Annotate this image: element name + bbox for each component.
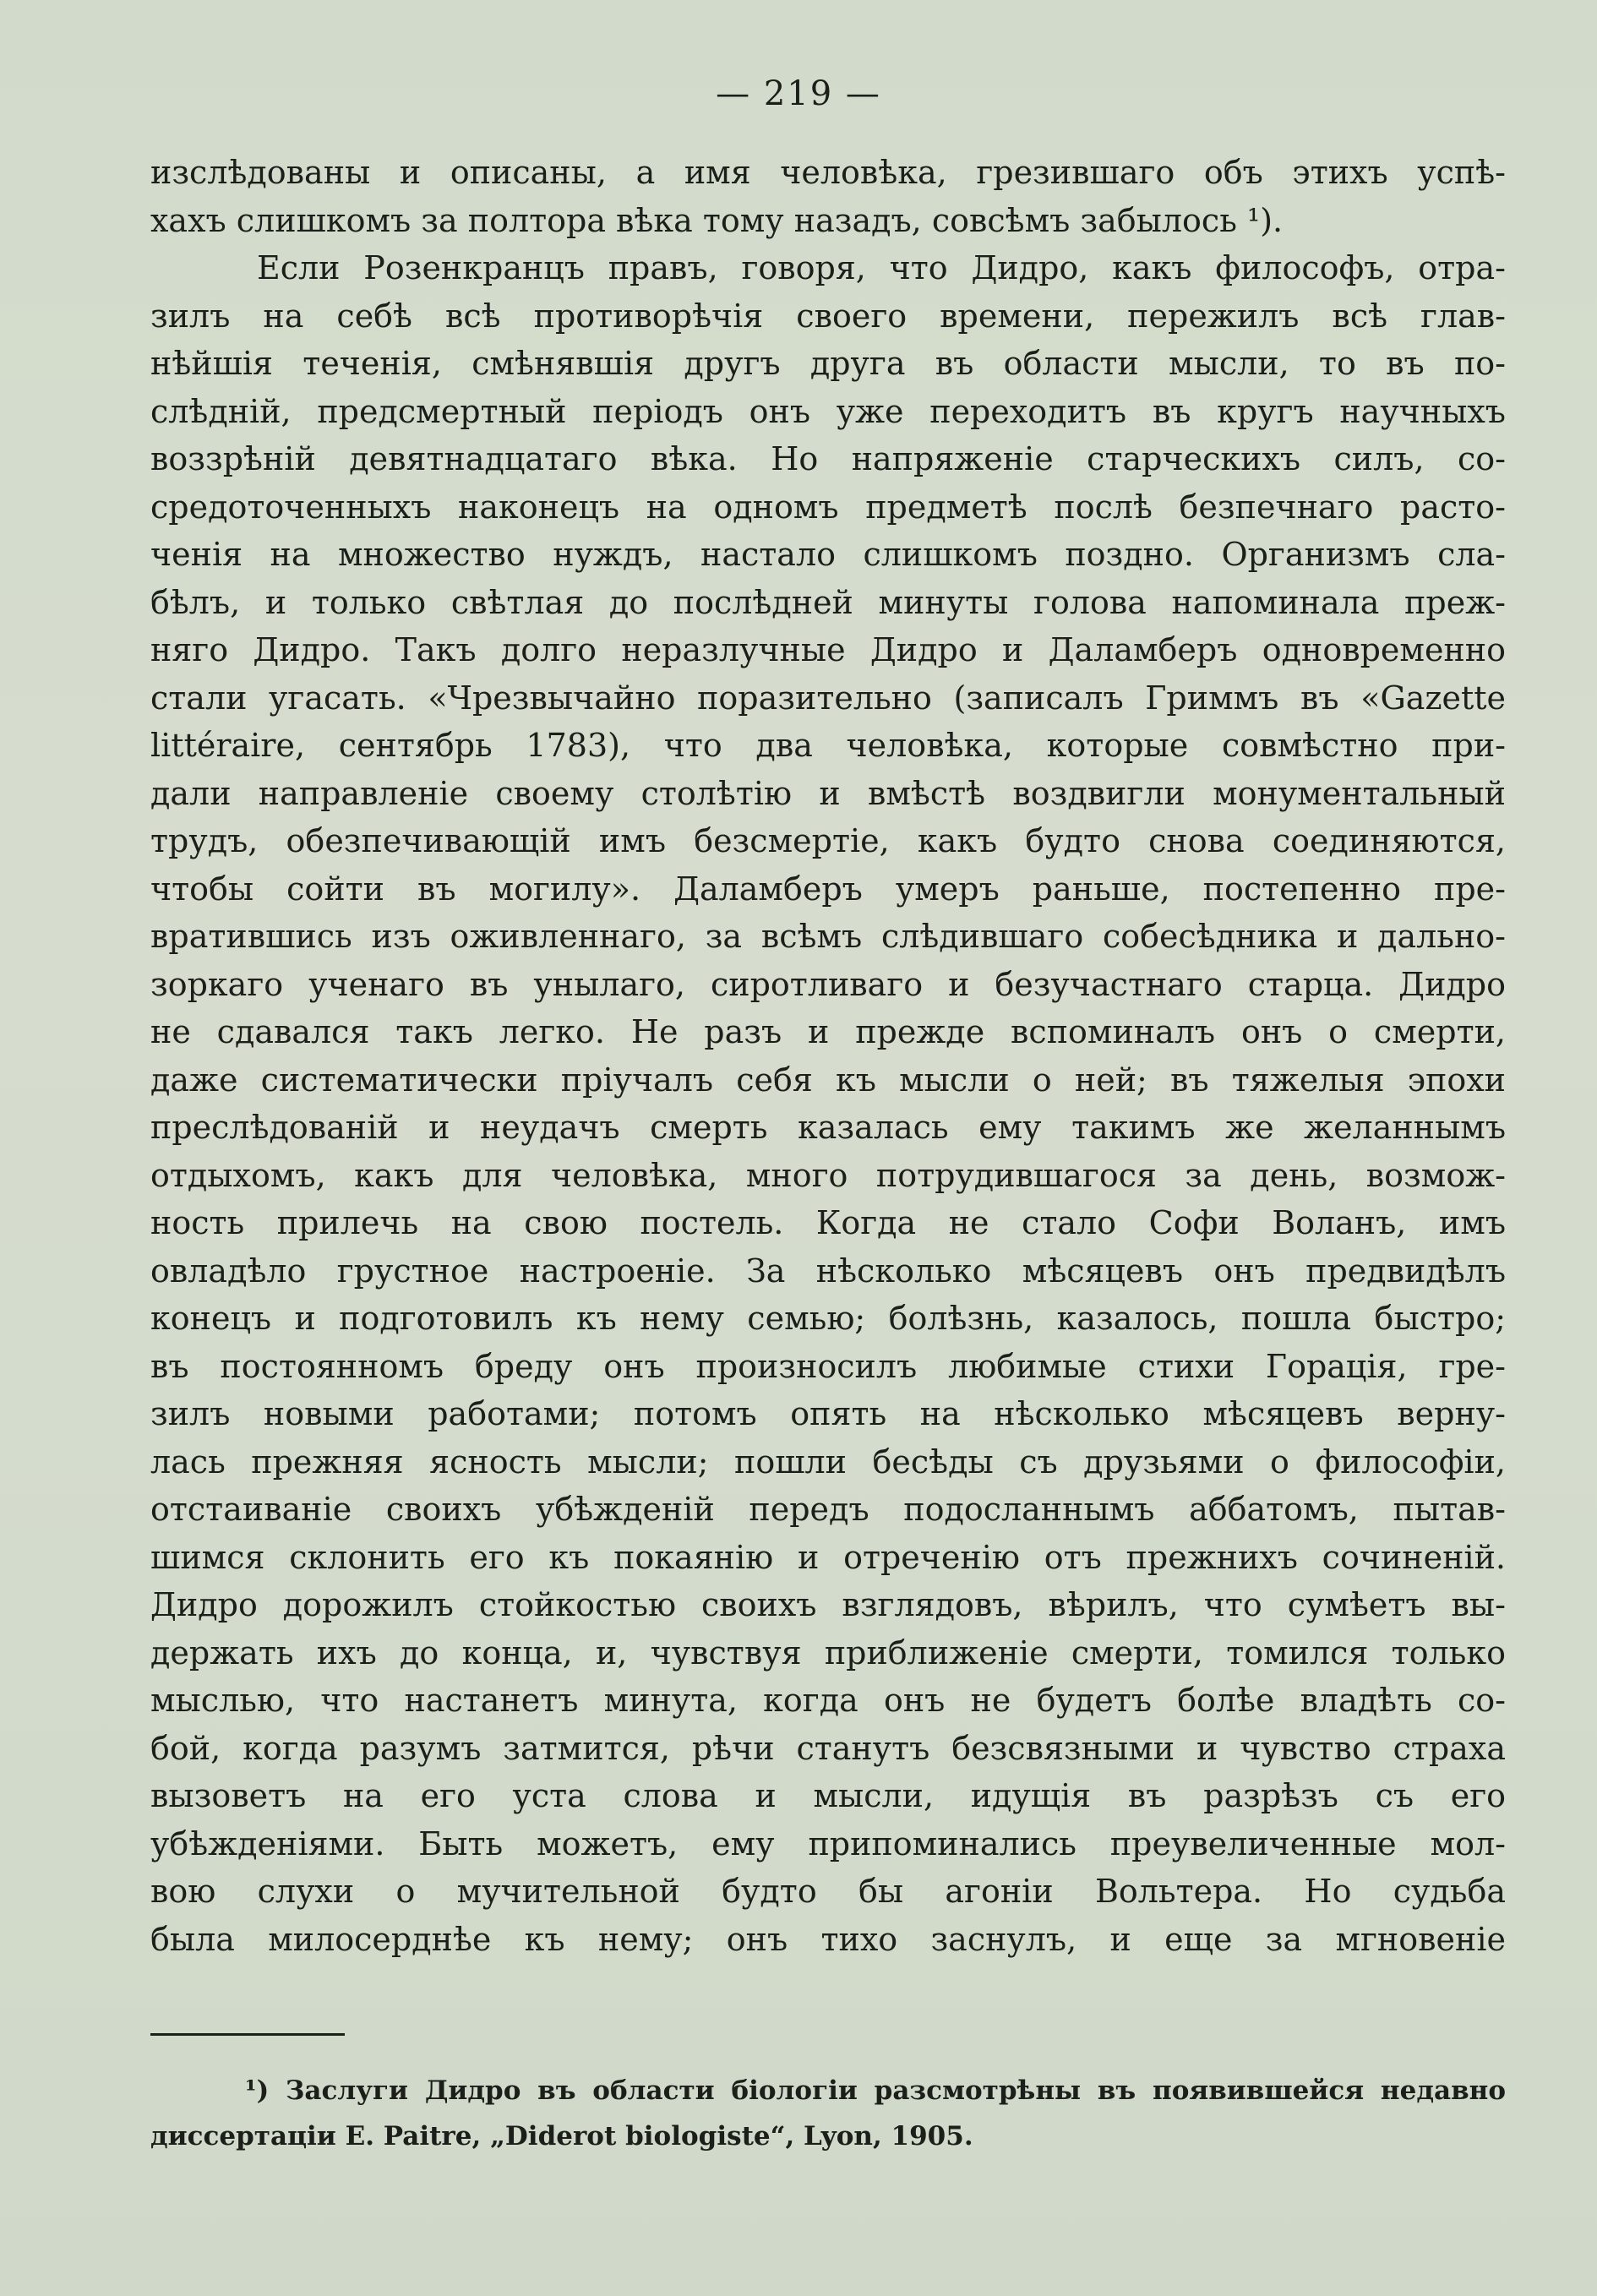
text-line: трудъ, обезпечивающій имъ безсмертіе, какъ будто снова соединяются, bbox=[150, 822, 1506, 859]
text-line: вызоветъ на его уста слова и мысли, идущія въ разрѣзъ съ его bbox=[150, 1777, 1506, 1814]
text-line: воззрѣній девятнадцатаго вѣка. Но напряженіе старческихъ силъ, со- bbox=[150, 440, 1506, 477]
text-line: преслѣдованій и неудачъ смерть казалась ему такимъ же желаннымъ bbox=[150, 1109, 1506, 1146]
text-line: Если Розенкранцъ правъ, говоря, что Дидро, какъ философъ, отра- bbox=[257, 249, 1506, 286]
text-line: лась прежняя ясность мысли; пошли бесѣды съ друзьями о философіи, bbox=[150, 1442, 1506, 1481]
footnote bbox=[150, 2068, 1506, 2159]
text-line: слѣдній, предсмертный періодъ онъ уже переходитъ въ кругъ научныхъ bbox=[150, 392, 1506, 430]
footnote-line: диссертаціи E. Paitre, „Diderot biologiste“, Lyon, 1905. bbox=[150, 2121, 973, 2151]
text-line: зилъ на себѣ всѣ противорѣчія своего времени, пережилъ всѣ глав- bbox=[150, 297, 1506, 335]
text-line: ченія на множество нуждъ, настало слишкомъ поздно. Организмъ сла- bbox=[150, 536, 1506, 573]
footnote-divider bbox=[150, 2033, 345, 2036]
body-text bbox=[150, 149, 1506, 1963]
text-line: вратившись изъ оживленнаго, за всѣмъ слѣдившаго собесѣдника и дально- bbox=[150, 918, 1506, 955]
text-line: ность прилечь на свою постель. Когда не стало Софи Воланъ, имъ bbox=[150, 1204, 1506, 1241]
text-line: хахъ слишкомъ за полтора вѣка тому назадъ, совсѣмъ забылось ¹). bbox=[150, 201, 1284, 239]
text-line: конецъ и подготовилъ къ нему семью; болѣзнь, казалось, пошла быстро; bbox=[150, 1300, 1506, 1337]
text-line: чтобы сойти въ могилу». Даламберъ умеръ раньше, постепенно пре- bbox=[150, 870, 1506, 908]
text-line: отстаиваніе своихъ убѣжденій передъ подосланнымъ аббатомъ, пытав- bbox=[150, 1491, 1506, 1528]
text-line: бѣлъ, и только свѣтлая до послѣдней минуты голова напоминала преж- bbox=[150, 583, 1506, 621]
text-line: няго Дидро. Такъ долго неразлучные Дидро и Даламберъ одновременно bbox=[150, 631, 1506, 668]
text-line: убѣжденіями. Быть можетъ, ему припоминались преувеличенные мол- bbox=[150, 1824, 1506, 1862]
text-line: зилъ новыми работами; потомъ опять на нѣсколько мѣсяцевъ верну- bbox=[150, 1395, 1506, 1432]
text-line: не сдавался такъ легко. Не разъ и прежде вспоминалъ онъ о смерти, bbox=[150, 1013, 1506, 1050]
page-number: — 219 — bbox=[716, 74, 881, 113]
text-line: овладѣло грустное настроеніе. За нѣсколько мѣсяцевъ онъ предвидѣлъ bbox=[150, 1252, 1506, 1290]
text-line: бой, когда разумъ затмится, рѣчи станутъ безсвязными и чувство страха bbox=[150, 1729, 1506, 1767]
text-line: шимся склонить его къ покаянію и отреченію отъ прежнихъ сочиненій. bbox=[150, 1538, 1506, 1576]
text-line: Дидро дорожилъ стойкостью своихъ взглядовъ, вѣрилъ, что сумѣетъ вы- bbox=[150, 1586, 1506, 1623]
text-line: littéraire, сентябрь 1783), что два человѣка, которые совмѣстно при- bbox=[150, 727, 1506, 764]
text-line: мыслью, что настанетъ минута, когда онъ не будетъ болѣе владѣть со- bbox=[150, 1682, 1506, 1719]
text-line: держать ихъ до конца, и, чувствуя приближеніе смерти, томился только bbox=[150, 1633, 1506, 1672]
text-line: была милосерднѣе къ нему; онъ тихо заснулъ, и еще за мгновеніе bbox=[150, 1920, 1506, 1958]
text-line: зоркаго ученаго въ унылаго, сиротливаго и безучастнаго старца. Дидро bbox=[150, 965, 1506, 1003]
text-line: стали угасать. «Чрезвычайно поразительно (записалъ Гриммъ въ «Gazette bbox=[150, 679, 1506, 717]
text-line: дали направленіе своему столѣтію и вмѣстѣ воздвигли монументальный bbox=[150, 774, 1506, 812]
footnote-line: ¹) Заслуги Дидро въ области біологіи разсмотрѣны въ появившейся недавно bbox=[245, 2075, 1506, 2106]
text-line: отдыхомъ, какъ для человѣка, много потрудившагося за день, возмож- bbox=[150, 1156, 1506, 1194]
text-line: въ постоянномъ бреду онъ произносилъ любимые стихи Горація, гре- bbox=[150, 1347, 1506, 1385]
text-line: изслѣдованы и описаны, а имя человѣка, грезившаго объ этихъ успѣ- bbox=[150, 154, 1506, 191]
text-line: вою слухи о мучительной будто бы агоніи Вольтера. Но судьба bbox=[150, 1873, 1506, 1910]
text-line: нѣйшія теченія, смѣнявшія другъ друга въ области мысли, то въ по- bbox=[150, 345, 1506, 382]
text-line: средоточенныхъ наконецъ на одномъ предметѣ послѣ безпечнаго расто- bbox=[150, 488, 1506, 526]
text-line: даже систематически пріучалъ себя къ мысли о ней; въ тяжелыя эпохи bbox=[150, 1061, 1506, 1099]
